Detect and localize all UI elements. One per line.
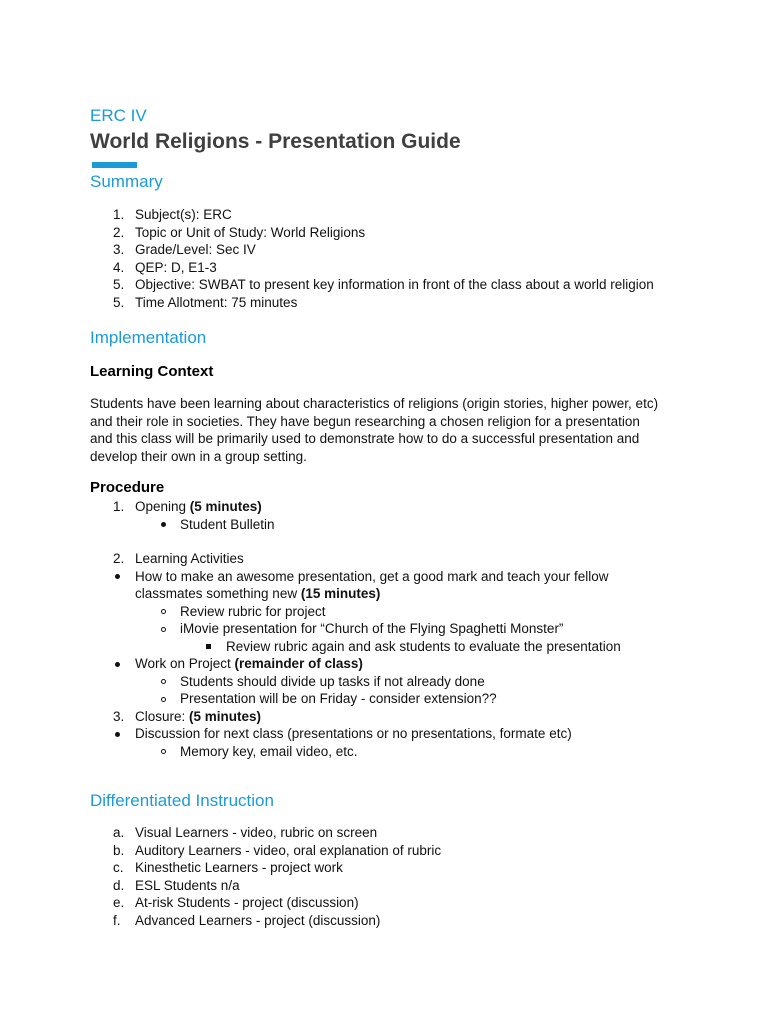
- list-item: Visual Learners - video, rubric on screen: [135, 825, 378, 840]
- bullet-icon: [161, 627, 166, 632]
- list-marker: e.: [113, 895, 125, 910]
- bullet-icon: [115, 574, 120, 579]
- implementation-heading: Implementation: [90, 328, 207, 347]
- procedure-heading: Procedure: [90, 479, 165, 496]
- list-item: At-risk Students - project (discussion): [135, 895, 359, 910]
- list-marker: 5.: [113, 277, 125, 292]
- time-label: (5 minutes): [189, 708, 262, 724]
- differentiated-heading: Differentiated Instruction: [90, 791, 274, 810]
- paragraph-line: develop their own in a group setting.: [90, 448, 307, 464]
- list-marker: d.: [113, 877, 125, 893]
- title-accent-bar: [92, 162, 137, 168]
- list-item: Students should divide up tasks if not already done: [180, 673, 485, 689]
- list-item: [135, 498, 262, 516]
- list-item: Review rubric for project: [180, 603, 326, 619]
- list-marker: 3.: [113, 708, 125, 724]
- list-item: iMovie presentation for “Church of the Flying Spaghetti Monster”: [180, 621, 564, 636]
- summary-heading: Summary: [90, 172, 163, 191]
- list-marker: f.: [113, 912, 121, 928]
- list-item: [135, 708, 261, 726]
- list-marker: b.: [113, 842, 125, 858]
- list-item: Review rubric again and ask students to evaluate the presentation: [226, 638, 621, 654]
- bullet-icon: [206, 644, 211, 649]
- bullet-icon: [161, 749, 166, 754]
- bullet-icon: [161, 522, 166, 527]
- list-marker: 4.: [113, 259, 125, 275]
- list-item: QEP: D, E1-3: [135, 259, 217, 275]
- list-item: Student Bulletin: [180, 516, 275, 532]
- list-marker: 1.: [113, 207, 125, 222]
- bullet-icon: [161, 697, 166, 702]
- bullet-icon: [115, 732, 120, 737]
- item-text: Opening: [135, 499, 190, 514]
- list-marker: a.: [113, 825, 125, 840]
- list-marker: 3.: [113, 242, 125, 257]
- list-item: Learning Activities: [135, 551, 244, 566]
- time-label: (5 minutes): [189, 499, 262, 514]
- list-item: ESL Students n/a: [135, 877, 240, 893]
- list-marker: 1.: [113, 499, 125, 514]
- list-item: [135, 655, 363, 673]
- item-text: Work on Project: [135, 656, 235, 671]
- list-item: Kinesthetic Learners - project work: [135, 860, 343, 875]
- list-item-continuation: [135, 585, 380, 603]
- item-text: Closure:: [135, 708, 190, 724]
- list-item: Discussion for next class (presentations or no presentations, formate etc): [135, 726, 572, 741]
- list-item: Grade/Level: Sec IV: [135, 242, 256, 257]
- list-marker: 2.: [113, 551, 125, 566]
- item-text: classmates something new: [135, 586, 301, 601]
- document-kicker: ERC IV: [90, 106, 147, 125]
- list-item: Time Allotment: 75 minutes: [135, 294, 298, 310]
- paragraph-line: and their role in societies. They have begun researching a chosen religion for a presentation: [90, 413, 640, 429]
- bullet-icon: [161, 609, 166, 614]
- list-item: Subject(s): ERC: [135, 207, 232, 222]
- list-marker: 5.: [113, 294, 125, 310]
- list-item: Presentation will be on Friday - consider extension??: [180, 691, 497, 706]
- page-title: World Religions - Presentation Guide: [90, 130, 461, 153]
- list-item: How to make an awesome presentation, get a good mark and teach your fellow: [135, 568, 609, 584]
- list-item: Objective: SWBAT to present key information in front of the class about a world religion: [135, 277, 654, 292]
- time-label: (remainder of class): [234, 656, 363, 671]
- list-item: Topic or Unit of Study: World Religions: [135, 224, 366, 240]
- list-marker: 2.: [113, 224, 125, 240]
- list-item: Auditory Learners - video, oral explanation of rubric: [135, 842, 442, 858]
- bullet-icon: [115, 662, 120, 667]
- list-item: Advanced Learners - project (discussion): [135, 912, 381, 928]
- paragraph-line: Students have been learning about characteristics of religions (origin stories, higher power, etc): [90, 396, 659, 411]
- bullet-icon: [161, 679, 166, 684]
- paragraph-line: and this class will be primarily used to demonstrate how to do a successful presentation and: [90, 431, 640, 446]
- learning-context-heading: Learning Context: [90, 363, 214, 380]
- list-marker: c.: [113, 860, 124, 875]
- time-label: (15 minutes): [300, 586, 381, 601]
- list-item: Memory key, email video, etc.: [180, 743, 358, 759]
